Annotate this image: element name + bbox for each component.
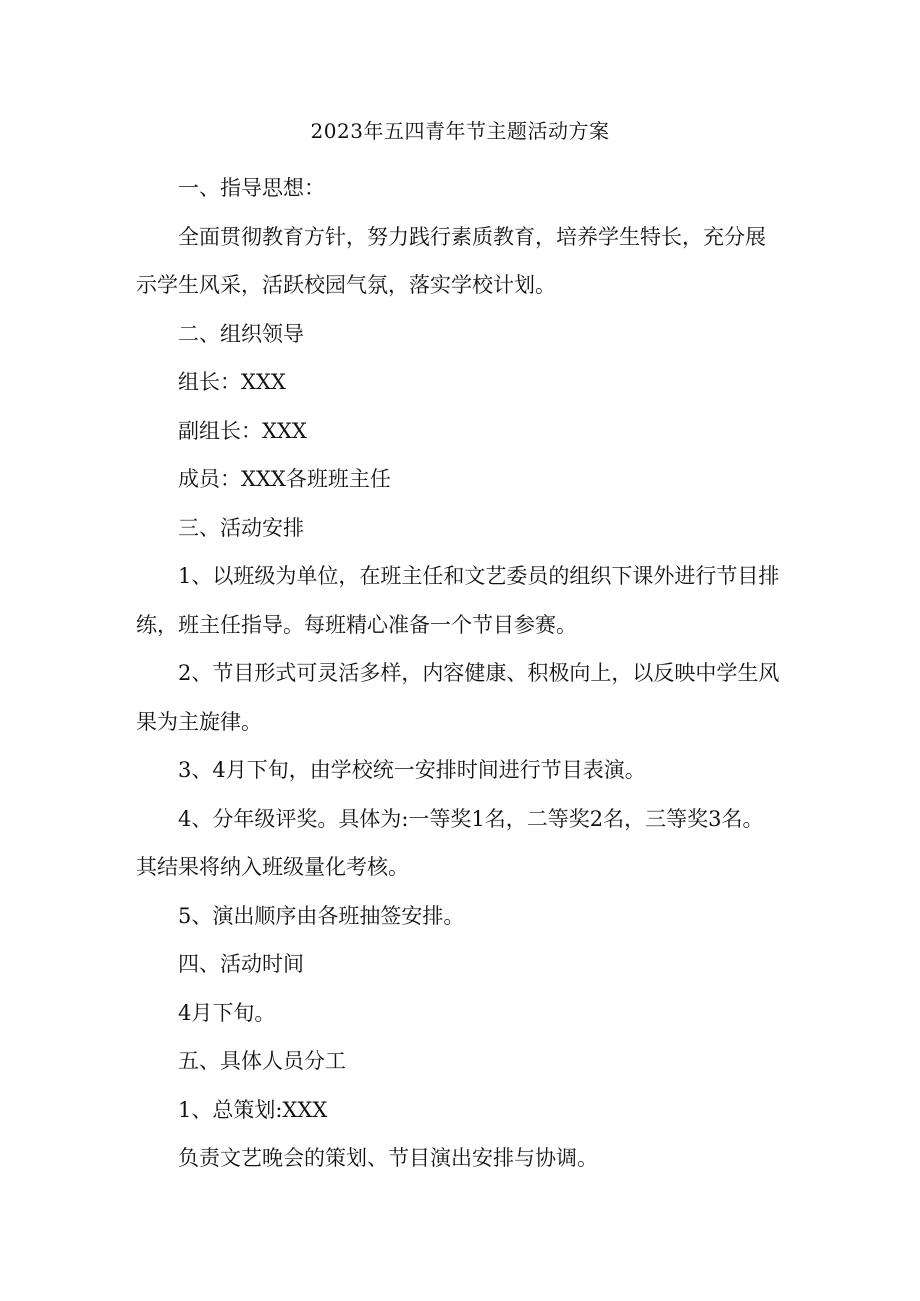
text-line: 练，班主任指导。每班精心准备一个节目参赛。 [136,612,577,637]
text-line: 四、活动时间 [178,952,304,976]
text-line: 4月下旬。 [178,1000,276,1025]
leader-line [136,358,804,407]
activity-time [136,989,804,1038]
deputy-leader-line [136,407,804,456]
text-line: 二、组织领导 [178,321,304,346]
text-line: 其结果将纳入班级量化考核。 [136,855,409,879]
staff-item-1 [136,1086,804,1135]
text-line: 三、活动安排 [178,515,304,540]
section-heading-guiding-ideology [136,164,804,213]
text-line: 3、4月下旬，由学校统一安排时间进行节目表演。 [178,758,646,782]
arrangement-item-4 [136,795,804,892]
text-line: 成员：XXX各班班主任 [178,467,391,491]
text-line: 示学生风采，活跃校园气氛，落实学校计划。 [136,273,556,297]
arrangement-item-5 [136,892,804,941]
text-line: 4、分年级评奖。具体为:一等奖1名，二等奖2名，三等奖3名。 [178,806,764,831]
text-line: 果为主旋律。 [136,709,262,734]
text-line: 负责文艺晚会的策划、节目演出安排与协调。 [178,1146,598,1170]
document-body [136,164,804,1183]
paragraph-guiding-ideology [136,213,804,310]
text-line: 五、具体人员分工 [178,1049,346,1073]
section-heading-time [136,940,804,989]
arrangement-item-2 [136,649,804,746]
section-heading-organization [136,310,804,359]
members-line [136,455,804,504]
text-line: 副组长：XXX [178,418,307,443]
document-title: 2023年五四青年节主题活动方案 [310,119,610,143]
text-line: 2、节目形式可灵活多样，内容健康、积极向上，以反映中学生风 [178,661,780,685]
section-heading-arrangement [136,504,804,553]
section-heading-staff [136,1037,804,1086]
text-line: 1、以班级为单位，在班主任和文艺委员的组织下课外进行节目排 [178,564,780,588]
text-line: 全面贯彻教育方针，努力践行素质教育，培养学生特长，充分展 [178,224,766,249]
text-line: 1、总策划:XXX [178,1097,328,1122]
text-line: 5、演出顺序由各班抽签安排。 [178,903,465,928]
text-line: 组长：XXX [178,370,286,394]
staff-item-1-description [136,1134,804,1183]
arrangement-item-1 [136,552,804,649]
text-line: 一、指导思想： [178,176,325,200]
arrangement-item-3 [136,746,804,795]
